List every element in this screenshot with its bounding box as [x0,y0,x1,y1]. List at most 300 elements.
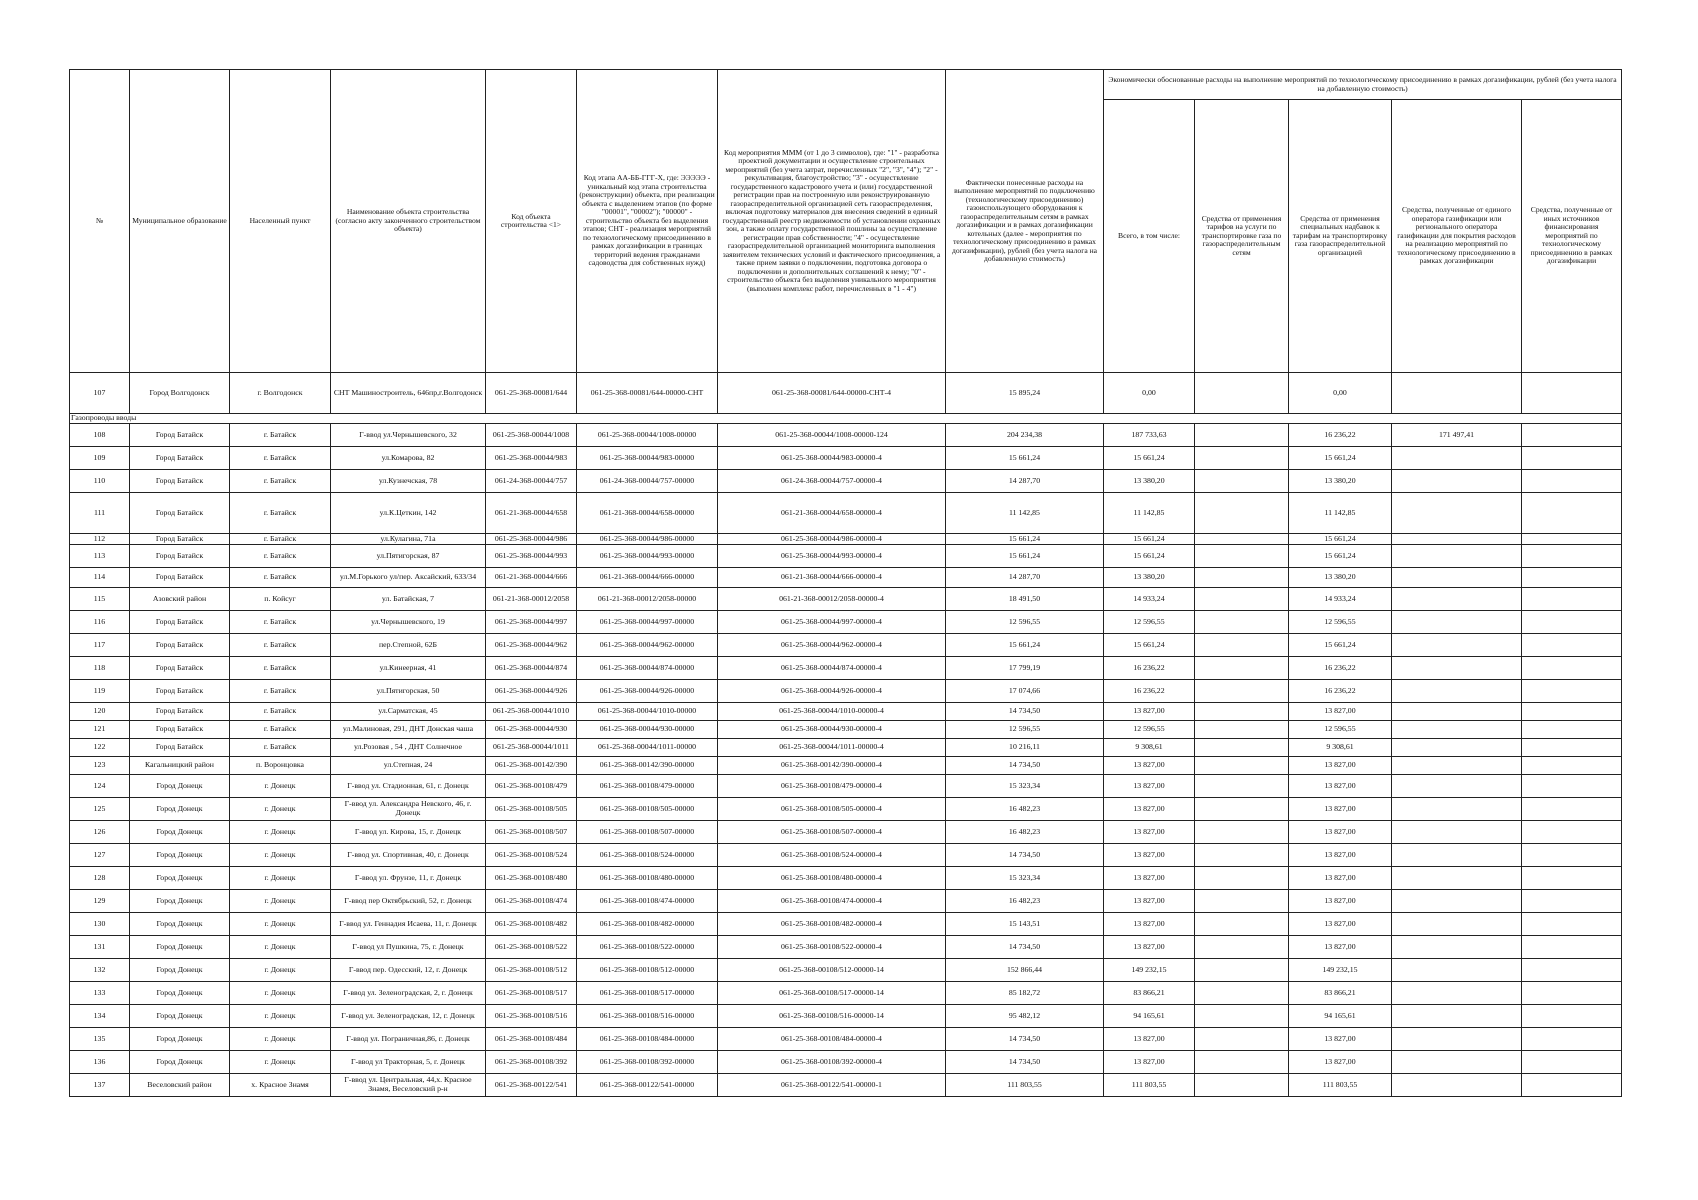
cell-municipality: Город Батайск [130,568,230,588]
cell-actual-costs: 15 143,51 [946,913,1104,936]
cell-locality: г. Батайск [230,470,331,493]
cell-total: 16 236,22 [1104,657,1195,680]
col-actual-costs-header: Фактически понесенные расходы на выполнение мероприятий по подключению (технологическому присоединению) газоиспользующего оборудования к газораспределительным сетям в рамках догазификации и в рамках догазификации котельных (далее - мероприятия по технологическому присоединению в рамках догазификации), рублей (без учета налога на добавленную стоимость) [946,70,1104,373]
table-row [70,588,1622,611]
cell-surcharge-funds: 15 661,24 [1289,447,1392,470]
cell-locality: г. Донецк [230,890,331,913]
cell-stage-code: 061-25-368-00044/962-00000 [577,634,718,657]
table-row [70,959,1622,982]
cell-number: 125 [70,798,130,821]
cell-locality: г. Донецк [230,1005,331,1028]
cell-surcharge-funds: 111 803,55 [1289,1074,1392,1097]
cell-object-code: 061-25-368-00108/524 [486,844,577,867]
cell-tariff-funds [1195,757,1289,775]
cell-object-code: 061-25-368-00044/1010 [486,703,577,721]
cell-surcharge-funds: 15 661,24 [1289,534,1392,545]
cell-stage-code: 061-25-368-00108/512-00000 [577,959,718,982]
table-row [70,534,1622,545]
col-total-header: Всего, в том числе: [1104,100,1195,373]
cell-tariff-funds [1195,982,1289,1005]
cell-total: 94 165,61 [1104,1005,1195,1028]
cell-locality: г. Волгодонск [230,373,331,414]
cell-total: 14 933,24 [1104,588,1195,611]
cell-number: 126 [70,821,130,844]
cell-operator-funds [1392,936,1522,959]
cell-object-code: 061-25-368-00142/390 [486,757,577,775]
cell-other-funds [1522,1051,1622,1074]
cell-surcharge-funds: 13 827,00 [1289,703,1392,721]
cell-surcharge-funds: 149 232,15 [1289,959,1392,982]
cell-other-funds [1522,373,1622,414]
cell-tariff-funds [1195,680,1289,703]
cell-municipality: Город Батайск [130,545,230,568]
cell-stage-code: 061-25-368-00108/484-00000 [577,1028,718,1051]
cell-surcharge-funds: 13 827,00 [1289,913,1392,936]
cell-actual-costs: 111 803,55 [946,1074,1104,1097]
cell-municipality: Город Донецк [130,913,230,936]
cell-actual-costs: 12 596,55 [946,611,1104,634]
cell-measure-code: 061-25-368-00108/482-00000-4 [718,913,946,936]
cell-municipality: Город Донецк [130,982,230,1005]
cell-stage-code: 061-25-368-00122/541-00000 [577,1074,718,1097]
cell-object-name: ул.Пятигорская, 87 [331,545,486,568]
cell-object-code: 061-25-368-00044/1011 [486,739,577,757]
cell-actual-costs: 14 287,70 [946,568,1104,588]
cell-object-name: пер.Степной, 62Б [331,634,486,657]
cell-actual-costs: 14 287,70 [946,470,1104,493]
cell-municipality: Город Батайск [130,703,230,721]
table-row [70,982,1622,1005]
table-row [70,844,1622,867]
cell-number: 118 [70,657,130,680]
col-surcharge-funds-header: Средства от применения специальных надбавок к тарифам на транспортировку газа газораспределительной организацией [1289,100,1392,373]
cell-locality: г. Донецк [230,798,331,821]
cell-number: 129 [70,890,130,913]
cell-actual-costs: 152 866,44 [946,959,1104,982]
cell-municipality: Город Батайск [130,634,230,657]
cell-number: 122 [70,739,130,757]
cell-actual-costs: 17 799,19 [946,657,1104,680]
cell-measure-code: 061-25-368-00044/926-00000-4 [718,680,946,703]
cell-other-funds [1522,588,1622,611]
cell-locality: п. Койсуг [230,588,331,611]
cell-actual-costs: 16 482,23 [946,798,1104,821]
table-row [70,913,1622,936]
cell-actual-costs: 16 482,23 [946,821,1104,844]
cell-actual-costs: 85 182,72 [946,982,1104,1005]
cell-object-name: ул.Кинеерная, 41 [331,657,486,680]
cell-surcharge-funds: 11 142,85 [1289,493,1392,534]
col-municipality-header: Муниципальное образование [130,70,230,373]
table-body-first [70,373,1622,424]
cell-measure-code: 061-25-368-00108/517-00000-14 [718,982,946,1005]
cell-stage-code: 061-25-368-00142/390-00000 [577,757,718,775]
cell-other-funds [1522,982,1622,1005]
table-row [70,568,1622,588]
cell-total: 13 827,00 [1104,775,1195,798]
cell-total: 0,00 [1104,373,1195,414]
cell-object-code: 061-25-368-00044/993 [486,545,577,568]
cell-object-name: ул.Степная, 24 [331,757,486,775]
table-row [70,611,1622,634]
col-operator-funds-header: Средства, полученные от единого оператора газификации или регионального оператора газификации для покрытия расходов на реализацию мероприятий по технологическому присоединению в рамках догазификации [1392,100,1522,373]
cell-object-code: 061-25-368-00044/1008 [486,424,577,447]
cell-locality: г. Донецк [230,844,331,867]
cell-tariff-funds [1195,424,1289,447]
cell-municipality: Город Батайск [130,739,230,757]
cell-measure-code: 061-21-368-00044/666-00000-4 [718,568,946,588]
cell-object-name: ул.К.Цеткин, 142 [331,493,486,534]
cell-stage-code: 061-25-368-00108/480-00000 [577,867,718,890]
cell-operator-funds [1392,739,1522,757]
cell-total: 13 827,00 [1104,1028,1195,1051]
cell-stage-code: 061-25-368-00044/930-00000 [577,721,718,739]
cell-surcharge-funds: 15 661,24 [1289,634,1392,657]
cell-measure-code: 061-25-368-00081/644-00000-СНТ-4 [718,373,946,414]
cell-surcharge-funds: 13 827,00 [1289,775,1392,798]
cell-object-name: Г-ввод ул. Центральная, 44,х. Красное Знамя, Веселовский р-н [331,1074,486,1097]
cell-tariff-funds [1195,634,1289,657]
cell-operator-funds [1392,844,1522,867]
cell-other-funds [1522,798,1622,821]
costs-group-header: Экономически обоснованные расходы на выполнение мероприятий по технологическому присоединению в рамках догазификации, рублей (без учета налога на добавленную стоимость) [1104,70,1622,100]
cell-object-code: 061-21-368-00044/666 [486,568,577,588]
table-row [70,470,1622,493]
cell-object-name: ул.Малиновая, 291, ДНТ Донская чаша [331,721,486,739]
cell-object-code: 061-24-368-00044/757 [486,470,577,493]
cell-measure-code: 061-25-368-00108/524-00000-4 [718,844,946,867]
cell-measure-code: 061-25-368-00108/480-00000-4 [718,867,946,890]
table-row [70,821,1622,844]
cell-tariff-funds [1195,373,1289,414]
cell-stage-code: 061-25-368-00044/983-00000 [577,447,718,470]
cell-number: 119 [70,680,130,703]
cell-tariff-funds [1195,568,1289,588]
cell-locality: г. Донецк [230,959,331,982]
cell-object-name: ул.Комарова, 82 [331,447,486,470]
cell-number: 109 [70,447,130,470]
table-row [70,867,1622,890]
cell-tariff-funds [1195,798,1289,821]
cell-other-funds [1522,821,1622,844]
cell-tariff-funds [1195,890,1289,913]
cell-number: 111 [70,493,130,534]
cell-measure-code: 061-24-368-00044/757-00000-4 [718,470,946,493]
cell-object-name: ул.М.Горького ул/пер. Аксайский, 633/34 [331,568,486,588]
cell-stage-code: 061-25-368-00044/1010-00000 [577,703,718,721]
cell-actual-costs: 11 142,85 [946,493,1104,534]
cell-measure-code: 061-25-368-00108/505-00000-4 [718,798,946,821]
cell-object-name: ул.Чернышевского, 19 [331,611,486,634]
cell-number: 134 [70,1005,130,1028]
table-row [70,493,1622,534]
cell-measure-code: 061-25-368-00044/986-00000-4 [718,534,946,545]
table-row [70,545,1622,568]
section-end-cell [1522,414,1622,424]
col-measure-code-header: Код мероприятия ММM (от 1 до 3 символов), где: "1" - разработка проектной документации и осуществление строительных мероприятий (без учета затрат, перечисленных "2", "3", "4"); "2" - рекультивация, благоустройство; "3" - осуществление государственного кадастрового учета и (или) государственной регистрации прав на построенную или реконструированную газораспределительной организацией сеть газораспределения, включая подготовку материалов для внесения сведений в единый государственный реестр недвижимости об установлении охранных зон, а также оплату государственной пошлины за осуществление регистрации прав собственности; "4" - осуществление газораспределительной организацией мониторинга выполнения заявителем технических условий и фактического присоединения, а также прием заявки о подключении, подготовка договора о подключении и дополнительных соглашений к нему; "0" - строительство объекта без выделения уникального мероприятия (выполнен комплекс работ, перечисленных в "1 - 4") [718,70,946,373]
cell-tariff-funds [1195,936,1289,959]
cell-actual-costs: 14 734,50 [946,936,1104,959]
data-table [69,69,1622,1097]
cell-surcharge-funds: 12 596,55 [1289,721,1392,739]
cell-object-name: Г-ввод ул. Пограничная,86, г. Донецк [331,1028,486,1051]
cell-locality: г. Батайск [230,739,331,757]
table-header [70,70,1622,373]
cell-actual-costs: 15 323,34 [946,775,1104,798]
cell-operator-funds [1392,1028,1522,1051]
col-tariff-funds-header: Средства от применения тарифов на услуги по транспортировке газа по газораспределительным сетям [1195,100,1289,373]
cell-number: 108 [70,424,130,447]
cell-number: 121 [70,721,130,739]
col-object-code-header: Код объекта строительства <1> [486,70,577,373]
cell-tariff-funds [1195,545,1289,568]
cell-measure-code: 061-25-368-00108/512-00000-14 [718,959,946,982]
col-number-header: № [70,70,130,373]
cell-object-name: ул.Розовая , 54 , ДНТ Солнечное [331,739,486,757]
cell-number: 113 [70,545,130,568]
cell-other-funds [1522,775,1622,798]
cell-object-code: 061-25-368-00108/517 [486,982,577,1005]
cell-locality: п. Воронцовка [230,757,331,775]
cell-surcharge-funds: 13 827,00 [1289,1028,1392,1051]
cell-actual-costs: 15 323,34 [946,867,1104,890]
cell-tariff-funds [1195,588,1289,611]
cell-other-funds [1522,1005,1622,1028]
cell-operator-funds [1392,534,1522,545]
cell-actual-costs: 16 482,23 [946,890,1104,913]
cell-object-code: 061-25-368-00108/482 [486,913,577,936]
cell-municipality: Город Батайск [130,424,230,447]
cell-stage-code: 061-25-368-00108/522-00000 [577,936,718,959]
cell-object-name: Г-ввод пер Октябрьский, 52, г. Донецк [331,890,486,913]
cell-actual-costs: 15 661,24 [946,447,1104,470]
cell-object-code: 061-21-368-00044/658 [486,493,577,534]
cell-tariff-funds [1195,721,1289,739]
cell-surcharge-funds: 13 827,00 [1289,1051,1392,1074]
cell-locality: г. Батайск [230,611,331,634]
cell-locality: г. Батайск [230,721,331,739]
cell-other-funds [1522,959,1622,982]
cell-operator-funds [1392,1051,1522,1074]
cell-measure-code: 061-25-368-00108/392-00000-4 [718,1051,946,1074]
cell-other-funds [1522,890,1622,913]
cell-surcharge-funds: 15 661,24 [1289,545,1392,568]
table-row [70,634,1622,657]
cell-total: 13 827,00 [1104,913,1195,936]
cell-stage-code: 061-24-368-00044/757-00000 [577,470,718,493]
cell-measure-code: 061-25-368-00044/962-00000-4 [718,634,946,657]
cell-total: 13 827,00 [1104,703,1195,721]
table-row [70,1051,1622,1074]
cell-number: 110 [70,470,130,493]
table-row [70,739,1622,757]
cell-operator-funds: 171 497,41 [1392,424,1522,447]
cell-measure-code: 061-21-368-00044/658-00000-4 [718,493,946,534]
cell-operator-funds [1392,568,1522,588]
cell-total: 13 827,00 [1104,757,1195,775]
cell-object-code: 061-25-368-00108/522 [486,936,577,959]
cell-stage-code: 061-25-368-00108/517-00000 [577,982,718,1005]
cell-other-funds [1522,611,1622,634]
cell-actual-costs: 12 596,55 [946,721,1104,739]
cell-object-name: ул.Пятигорская, 50 [331,680,486,703]
cell-municipality: Город Волгодонск [130,373,230,414]
cell-locality: г. Батайск [230,568,331,588]
cell-total: 187 733,63 [1104,424,1195,447]
cell-measure-code: 061-25-368-00108/474-00000-4 [718,890,946,913]
cell-municipality: Город Донецк [130,775,230,798]
cell-locality: г. Батайск [230,680,331,703]
cell-operator-funds [1392,447,1522,470]
cell-municipality: Город Донецк [130,890,230,913]
cell-surcharge-funds: 94 165,61 [1289,1005,1392,1028]
cell-stage-code: 061-25-368-00044/1008-00000 [577,424,718,447]
cell-other-funds [1522,657,1622,680]
cell-object-code: 061-25-368-00044/986 [486,534,577,545]
cell-surcharge-funds: 14 933,24 [1289,588,1392,611]
col-stage-code-header: Код этапа АА-ББ-ГГГ-Х, где: ЭЭЭЭЭ - уникальный код этапа строительства (реконструкции) объекта, при реализации объекта с выделением этапов (по форме "00001", "00002"); "00000" - строительство объекта без выделения этапов; СНТ - реализация мероприятий по технологическому присоединению в рамках догазификации в границах территорий ведения гражданами садоводства для собственных нужд) [577,70,718,373]
cell-locality: г. Донецк [230,936,331,959]
cell-locality: г. Батайск [230,493,331,534]
cell-municipality: Город Донецк [130,798,230,821]
cell-number: 127 [70,844,130,867]
cell-surcharge-funds: 13 827,00 [1289,798,1392,821]
cell-surcharge-funds: 13 827,00 [1289,867,1392,890]
cell-object-name: Г-ввод пер. Одесский, 12, г. Донецк [331,959,486,982]
cell-total: 13 827,00 [1104,867,1195,890]
cell-actual-costs: 95 482,12 [946,1005,1104,1028]
cell-number: 116 [70,611,130,634]
cell-operator-funds [1392,757,1522,775]
cell-object-name: Г-ввод ул. Кирова, 15, г. Донецк [331,821,486,844]
cell-object-code: 061-25-368-00044/983 [486,447,577,470]
cell-surcharge-funds: 13 827,00 [1289,757,1392,775]
cell-municipality: Город Батайск [130,470,230,493]
table-row [70,1074,1622,1097]
cell-municipality: Город Батайск [130,680,230,703]
cell-number: 124 [70,775,130,798]
cell-locality: г. Донецк [230,775,331,798]
cell-object-name: ул.Кулагина, 71а [331,534,486,545]
cell-tariff-funds [1195,867,1289,890]
cell-actual-costs: 14 734,50 [946,844,1104,867]
cell-tariff-funds [1195,1051,1289,1074]
table-row [70,775,1622,798]
cell-operator-funds [1392,821,1522,844]
cell-surcharge-funds: 16 236,22 [1289,680,1392,703]
cell-total: 11 142,85 [1104,493,1195,534]
table-body [70,424,1622,1097]
cell-municipality: Город Батайск [130,721,230,739]
cell-object-code: 061-25-368-00108/474 [486,890,577,913]
cell-actual-costs: 18 491,50 [946,588,1104,611]
cell-object-code: 061-25-368-00081/644 [486,373,577,414]
cell-object-code: 061-25-368-00044/926 [486,680,577,703]
cell-municipality: Город Донецк [130,821,230,844]
cell-other-funds [1522,1028,1622,1051]
cell-other-funds [1522,721,1622,739]
cell-other-funds [1522,913,1622,936]
cell-municipality: Город Батайск [130,657,230,680]
cell-measure-code: 061-25-368-00044/997-00000-4 [718,611,946,634]
cell-operator-funds [1392,867,1522,890]
cell-stage-code: 061-25-368-00044/986-00000 [577,534,718,545]
cell-total: 9 308,61 [1104,739,1195,757]
cell-municipality: Веселовский район [130,1074,230,1097]
cell-tariff-funds [1195,821,1289,844]
cell-measure-code: 061-21-368-00012/2058-00000-4 [718,588,946,611]
cell-number: 128 [70,867,130,890]
cell-other-funds [1522,844,1622,867]
cell-object-name: ул.Кузнечская, 78 [331,470,486,493]
cell-other-funds [1522,1074,1622,1097]
col-other-funds-header: Средства, полученные от иных источников финансирования мероприятий по технологическому присоединению в рамках догазификации [1522,100,1622,373]
table-row [70,447,1622,470]
cell-tariff-funds [1195,470,1289,493]
table-row [70,1028,1622,1051]
cell-total: 12 596,55 [1104,721,1195,739]
cell-stage-code: 061-21-368-00012/2058-00000 [577,588,718,611]
cell-object-name: ул. Батайская, 7 [331,588,486,611]
table-row [70,424,1622,447]
cell-municipality: Город Донецк [130,867,230,890]
cell-municipality: Азовский район [130,588,230,611]
cell-tariff-funds [1195,1028,1289,1051]
cell-surcharge-funds: 12 596,55 [1289,611,1392,634]
cell-actual-costs: 14 734,50 [946,1051,1104,1074]
cell-surcharge-funds: 13 380,20 [1289,470,1392,493]
cell-tariff-funds [1195,447,1289,470]
cell-operator-funds [1392,982,1522,1005]
cell-municipality: Город Донецк [130,1028,230,1051]
cell-measure-code: 061-25-368-00142/390-00000-4 [718,757,946,775]
cell-tariff-funds [1195,611,1289,634]
cell-object-name: ул.Сарматская, 45 [331,703,486,721]
cell-object-code: 061-25-368-00044/930 [486,721,577,739]
cell-object-code: 061-25-368-00122/541 [486,1074,577,1097]
cell-tariff-funds [1195,534,1289,545]
cell-total: 13 827,00 [1104,1051,1195,1074]
cell-object-name: Г-ввод ул. Геннадия Исаева, 11, г. Донецк [331,913,486,936]
cell-number: 131 [70,936,130,959]
cell-locality: г. Батайск [230,534,331,545]
cell-total: 15 661,24 [1104,534,1195,545]
cell-operator-funds [1392,634,1522,657]
cell-locality: г. Батайск [230,545,331,568]
cell-total: 13 380,20 [1104,470,1195,493]
cell-object-code: 061-21-368-00012/2058 [486,588,577,611]
cell-number: 117 [70,634,130,657]
cell-stage-code: 061-25-368-00108/479-00000 [577,775,718,798]
cell-total: 13 827,00 [1104,936,1195,959]
col-locality-header: Населенный пункт [230,70,331,373]
cell-surcharge-funds: 13 827,00 [1289,821,1392,844]
cell-actual-costs: 14 734,50 [946,703,1104,721]
cell-surcharge-funds: 16 236,22 [1289,424,1392,447]
cell-operator-funds [1392,545,1522,568]
cell-total: 13 827,00 [1104,890,1195,913]
cell-surcharge-funds: 13 827,00 [1289,890,1392,913]
cell-total: 13 827,00 [1104,844,1195,867]
cell-municipality: Город Донецк [130,1051,230,1074]
cell-measure-code: 061-25-368-00044/993-00000-4 [718,545,946,568]
cell-locality: г. Батайск [230,634,331,657]
cell-object-name: Г-ввод ул. Спортивная, 40, г. Донецк [331,844,486,867]
table-row [70,936,1622,959]
table-row [70,798,1622,821]
table-row [70,373,1622,414]
cell-actual-costs: 204 234,38 [946,424,1104,447]
